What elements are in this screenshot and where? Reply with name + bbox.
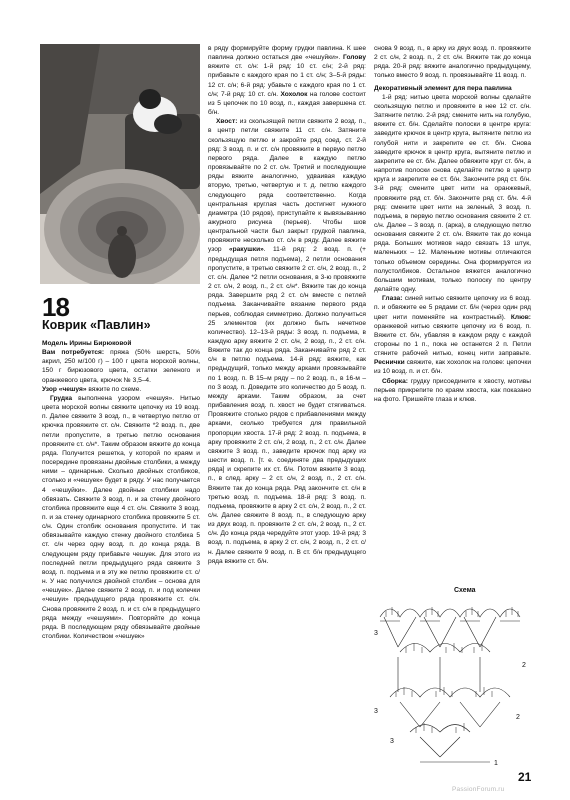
scheme-row-number: 3 bbox=[374, 630, 378, 637]
paragraph bbox=[42, 385, 200, 394]
paragraph-text: вяжите ст. с/н: 1-й ряд: 10 ст. с/н; 2-й ряд: прибавьте с каждого края по 1 ст. с/н; 3–5-й ряды: 12 ст. с/н; 6-й ряд: убавьте с каждого края по 1 ст. с/н; 7-й ряд: 10 ст. с/н. bbox=[208, 63, 366, 98]
paragraph-lead: Хохолок bbox=[280, 90, 308, 98]
paragraph-text: пряжа (50% шерсть, 50% акрил, 250 м/100 г) – 100 г цвета морской волны, 150 г бирюзового цвета, остатки зеленого и оранжевого цвета, крючок № 3,5–4. bbox=[42, 349, 200, 384]
scheme-label: Схема bbox=[454, 587, 476, 594]
paragraph-text: . 11-й ряд: 2 возд. п. (+ предыдущая петля подъема), 2 петли основания пропустите, в третью свяжите 2 ст. с/н, 2 возд. п., 2 ст. с/н. Далее *2 петли основания, в 3-ю провяжите 2 ст. с/н, 2 возд. п., 2 ст. с/н*. Вяжите так до конца ряда. Завершите ряд 2 ст. с/н вместе с петлей подъема. Заканчивайте вязание первого ряда перьев, соблюдая симметрию. Должно получиться 25 элементов (их должно быть нечетное количество). 12–13-й ряды: 3 возд. п. подъема, в каждую арку вяжите 2 ст. с/н, 2 возд. п., 2 ст. с/н. Вяжите так до конца ряда. Заканчивайте ряд 2 ст. с/н в петлю подъема. 14-й ряд: вяжите, как предыдущий, только между арками провязывайте по 1 возд. п. В 15–м ряду – по 2 возд. п., в 16-м – по 3 возд. п. Доведите это количество до 5 возд. п. между арками. Таким образом, за счет прибавления возд. п. хвост не будет стягиваться. Провяжите столько рядов с прибавлениями между арками, сколько требуется для правильной пропорции хвоста. 17-й ряд: 2 возд. п. подъема, в арку провяжите 2 ст. с/н, 2 возд. п., 2 ст. с/н. Далее свяжите 3 возд. п., заведите крючок под арку из шести возд. п. [т. е. соединяте два предыдущих ряда] и скрепите их ст. б/н. Потом вяжите 3 возд. п., в след. арку – 2 ст. с/н, 2 возд. п., 2 ст. с/н. Вяжите так до конца ряда. Ряд закончите ст. с/н в третью возд. п. подъема. 18-й ряд: 3 возд. п. подъема, провяжите в арку 2 ст. с/н, 2 возд. п., 2 ст. с/н. Далее свяжите 8 возд. п., в следующую арку из двух возд. п. провяжите 2 ст. с/н, 2 возд. п., 2 ст. с/н. До конца ряда чередуйте этот узор. 19-й ряд: 3 возд. п. подъема, в арку 2 ст. с/н, 2 возд. п., 2 ст. с/н. Далее свяжите 9 возд. п. В ст. б/н предыдущего ряда вяжите ст. б/н. bbox=[208, 246, 366, 565]
text-column-3 bbox=[374, 44, 531, 404]
paragraph-text: 1-й ряд: нитью цвета морской волны сделайте скользящую петлю и провяжите в нее 12 ст. с/н. Затяните петлю. 2-й ряд: смените нить на голубую, вяжите ст. б/н. Сделайте полоски в центре круга: заведите крючок в центр круга, вытяните петлю из голубой нити и закрепите ее ст. б/н. Снова заведите крючок в центр круга, вытяните петлю и закрепите ее ст. б/н. Далее обвяжите круг ст. б/н, а напротив полоски снова сделайте петлю в центр круга и закрепите ее ст. б/н. Закончите ряд ст. б/н. 3-й ряд: смените цвет нити на оранжевый, провяжите ряд ст. б/н. Закончите ряд ст. б/н. 4-й ряд: смените цвет нити на зеленый, 3 возд. п. подъема, в первую петлю основания свяжите 2 ст. с/н. Далее – 3 возд. п. (арка), в следующую петлю основания свяжите 2 ст. с/н. Вяжите так до конца ряда. Больших мотивов надо связать 13 штук, маленьких – 12. Маленькие мотивы отличаются только объемом середины. Она формируется из полустолбиков. Остальное вяжется аналогично большим мотивам, только полоску по центру делайте одну. bbox=[374, 93, 531, 294]
pattern-number: 18 bbox=[42, 292, 69, 322]
section-heading: Декоративный элемент для пера павлина bbox=[374, 84, 512, 92]
paragraph-text: синей нитью свяжите цепочку из 6 возд. п. и обвяжите ее 5 рядами ст. б/н (через один ряд цвет нити поменяйте на контрастный). bbox=[374, 295, 531, 321]
scheme-row-number: 1 bbox=[494, 760, 498, 767]
paragraph-text: на голове состоит из 5 цепочек по 10 возд. п., каждая завершена ст. б/н. bbox=[208, 90, 366, 117]
scheme-row-number: 2 bbox=[516, 714, 520, 721]
paragraph-lead: Вам потребуется: bbox=[42, 349, 105, 357]
scheme-row-number: 2 bbox=[522, 662, 526, 669]
paragraph-text: свяжите, как хохолок на голове: цепочки из 10 возд. п. и ст. б/н. bbox=[374, 359, 531, 376]
paragraph bbox=[208, 44, 366, 117]
paragraph-lead: Сборка: bbox=[382, 377, 408, 385]
paragraph-lead: Грудка bbox=[50, 394, 73, 402]
crochet-scheme-diagram bbox=[370, 597, 535, 772]
text-column-1 bbox=[42, 339, 200, 641]
paragraph bbox=[374, 93, 531, 294]
paragraph-text: грудку присоедините к хвосту, мотивы перьев прикрепите по краям хвоста, как показано на фото. Пришейте глаза и клюв. bbox=[374, 377, 531, 403]
paragraph-text: из скользящей петли свяжите 2 возд. п., в центр петли свяжите 11 ст. с/н. Затяните скользящую петлю и закройте ряд соед. ст. 2-й ряд: 3 возд. п. и ст. с/н провяжите в первую петлю первого ряда. Далее в каждую петлю провязывайте по 2 ст. с/н. Третий и последующие ряды вяжите аналогично, удваивая каждую вторую, третью, четвертую и т. д. петлю каждого следующего ряда соответственно. Когда центральная круглая часть достигнет нужного диаметра (10 рядов), приступайте к вывязыванию ажурного рисунка (перьев). Чтобы шов центральной части был закрыт грудкой павлина, провяжите несколько ст. с/н в ряду. Далее вяжите узор bbox=[208, 118, 366, 254]
paragraph bbox=[374, 377, 531, 404]
paragraph bbox=[42, 348, 200, 385]
scheme-row-number: 3 bbox=[374, 708, 378, 715]
paragraph-lead: Узор «чешуя» bbox=[42, 385, 87, 393]
scheme-row-number: 3 bbox=[390, 738, 394, 745]
paragraph-text: вяжите по схеме. bbox=[86, 385, 142, 393]
paragraph-text: оранжевой нитью свяжите цепочку из 6 возд. п. Вяжите ст. б/н, убавляя в каждом ряду с каждой стороны по 1 п., пока не останется 2 п. Петли стяните рабочей нитью, конец нити заправьте. bbox=[374, 322, 531, 358]
peacock-rug-photo bbox=[40, 44, 200, 284]
paragraph-lead: Глаза: bbox=[382, 295, 403, 303]
paragraph-text: в ряду формируйте форму грудки павлина. К шее павлина должно остаться две «чешуйки». bbox=[208, 45, 366, 62]
pattern-title: Коврик «Павлин» bbox=[42, 318, 151, 332]
paragraph-lead: Модель Ирины Бирюковой bbox=[42, 340, 132, 347]
paragraph-lead: Голову bbox=[343, 54, 366, 62]
paragraph-lead: Хвост: bbox=[216, 118, 238, 126]
paragraph-lead: Реснички bbox=[374, 359, 405, 367]
paragraph-lead: «ракушки» bbox=[228, 246, 264, 254]
paragraph-lead: Клюв: bbox=[510, 313, 531, 321]
paragraph-text: снова 9 возд. п., в арку из двух возд. п. провяжите 2 ст. с/н, 2 возд. п., 2 ст. с/н. Вяжите так до конца ряда. 20-й ряд: вяжите аналогично предыдущему, только вместо 9 возд. п. провязывайте 11 возд. п. bbox=[374, 45, 531, 80]
paragraph bbox=[42, 394, 200, 641]
paragraph bbox=[208, 117, 366, 566]
text-column-2 bbox=[208, 44, 366, 566]
paragraph bbox=[374, 44, 531, 81]
watermark: PassionForum.ru bbox=[452, 786, 505, 793]
paragraph-text: выполнена узором «чешуя». Нитью цвета морской волны свяжите цепочку из 19 возд. п. Далее свяжите 3 возд. п., в четвертую петлю от крючка провяжите ст. с/н. Свяжите *2 возд. п., две петли пропустите, в третью петлю основания провяжите ст. с/н*. Таким образом вяжите до конца ряда. Получится решетка, у которой по краям и посередине провязаны двойные столбики, а между ними – одинарные. Сколько двойных столбиков, столько и «чешуек» будет в ряду. У нас получается 4 «чешуйки». Далее двойные столбики надо обвязать. Свяжите 3 возд. п. и за стенку двойного столбика провяжите еще 4 ст. с/н. Свяжите 3 возд. п. и за стенку одинарного столбика провяжите 5 ст. с/н. Один столбик основания пропустите. И так обвязывайте каждую стенку двойного столбика 5 ст. с/н через одну возд. п. до конца ряда. В следующем ряду прибавьте чешуек. Для этого из последней петли предыдущего ряда свяжите 3 возд. п. подъема и в эту же петлю провяжите ст. с/н. У нас получился двойной столбик – основа для «чешуек». Далее свяжите 2 возд. п. и под колечки «чешуи» предыдущего ряда провяжите ст. с/н. Снова провяжите 2 возд. п. и ст. с/н в предыдущего ряда между «чешуями». Повторяйте до конца ряда. В последующем ряду обвязывайте двойные столбики. Количеством «чешуек» bbox=[42, 394, 200, 640]
paragraph bbox=[374, 294, 531, 376]
paragraph bbox=[42, 339, 200, 348]
paragraph bbox=[374, 84, 531, 93]
page-number: 21 bbox=[518, 770, 532, 784]
